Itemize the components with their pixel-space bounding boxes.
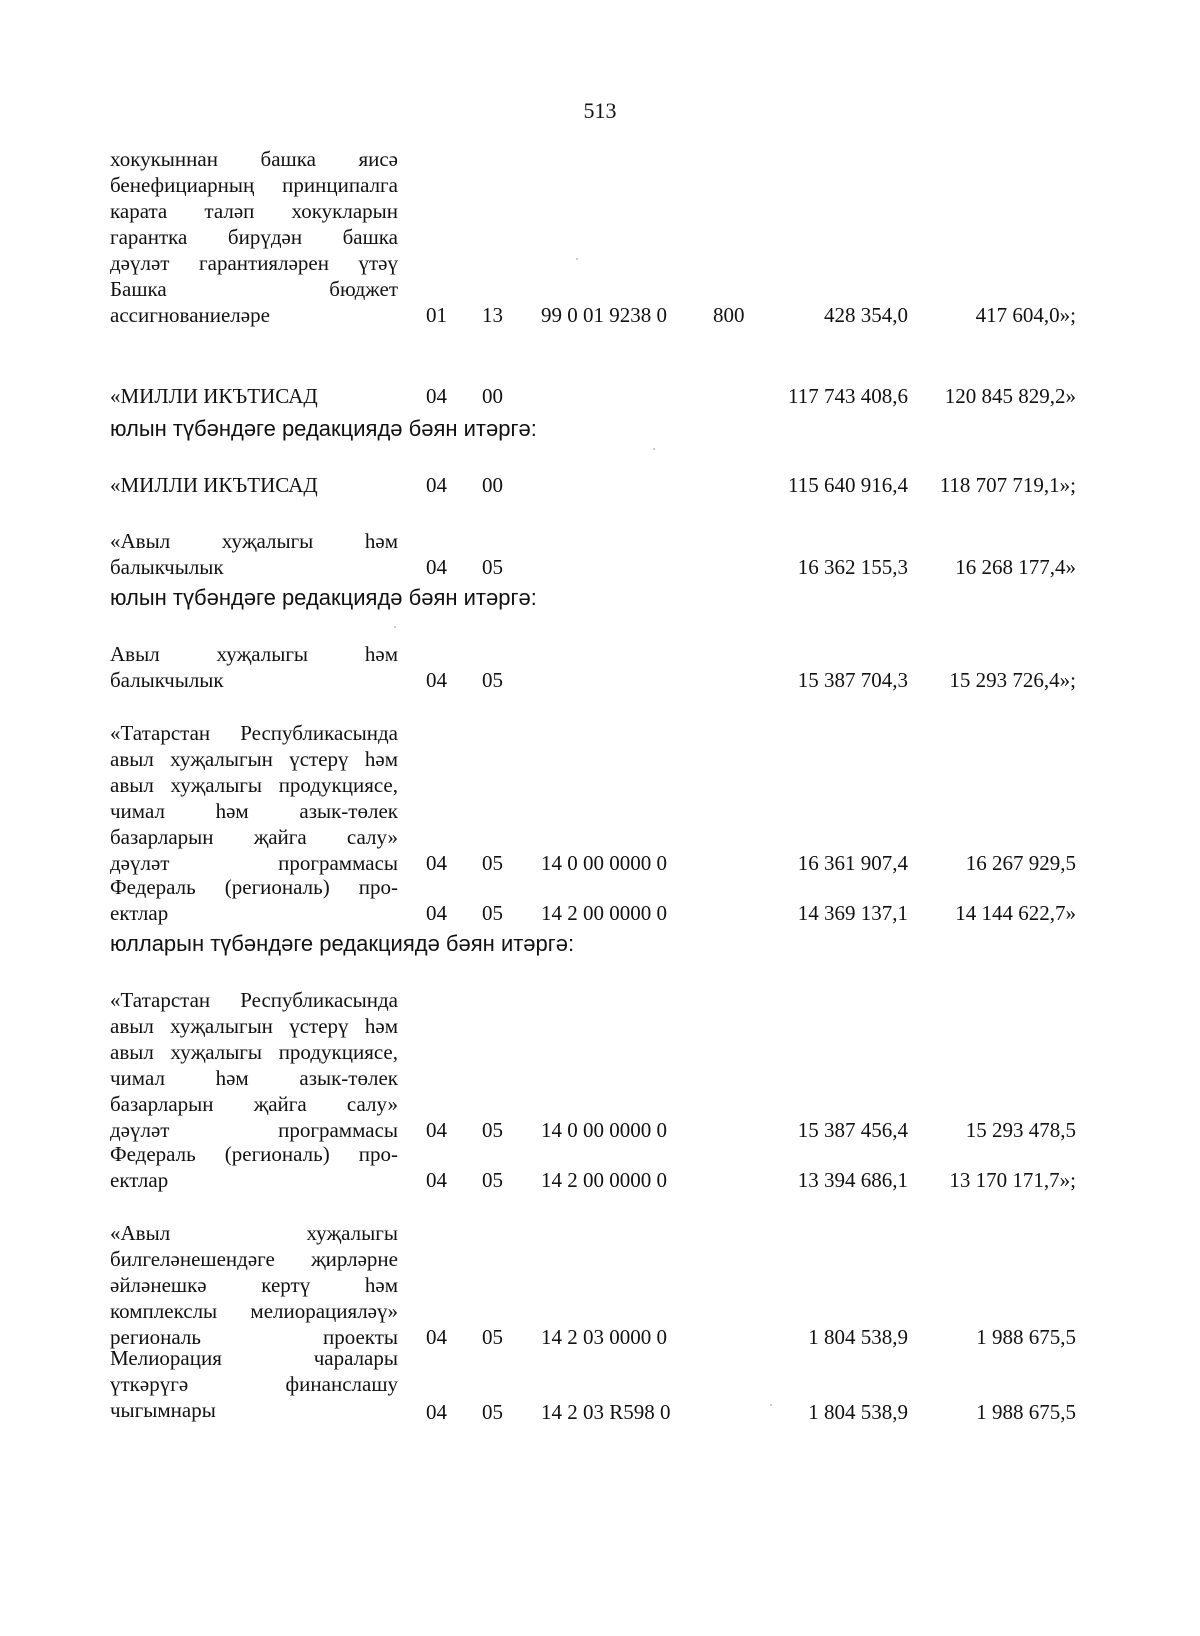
instruction-text: юлын түбәндәге редакциядә бәян итәргә: bbox=[110, 585, 537, 610]
subsection-code: 13 bbox=[482, 303, 503, 327]
amount-year2: 417 604,0»; bbox=[975, 303, 1076, 327]
amount-year1: 117 743 408,6 bbox=[788, 384, 908, 408]
section-code: 04 bbox=[426, 901, 447, 925]
amount-year1: 428 354,0 bbox=[824, 303, 908, 327]
section-code: 04 bbox=[426, 384, 447, 408]
amount-year2: 1 988 675,5 bbox=[976, 1400, 1076, 1424]
subsection-code: 05 bbox=[482, 1400, 503, 1424]
scan-speck bbox=[653, 448, 655, 450]
target-article-code: 99 0 01 9238 0 bbox=[541, 303, 667, 327]
subsection-code: 05 bbox=[482, 1325, 503, 1349]
row-label: Федераль (региональ) про- ектлар bbox=[110, 1142, 398, 1192]
amount-year2: 14 144 622,7» bbox=[955, 901, 1076, 925]
amount-year2: 15 293 478,5 bbox=[965, 1118, 1076, 1142]
scan-speck bbox=[394, 626, 396, 628]
amount-year1: 13 394 686,1 bbox=[797, 1168, 908, 1192]
target-article-code: 14 2 00 0000 0 bbox=[541, 1168, 667, 1192]
row-label: Башка бюджет ассигнованиеләре bbox=[110, 277, 398, 327]
amount-year2: 118 707 719,1»; bbox=[939, 473, 1076, 497]
section-code: 01 bbox=[426, 303, 447, 327]
row-label: «Авыл хуҗалыгы билгеләнешендәге җирләрне әйләнешкә кертү һәм комплекслы мелиорацияләү» региональ проекты bbox=[110, 1221, 398, 1349]
row-label: хокукыннан башка яисә бенефициарның принципалга карата таләп хокукларын гарантка бирүдән башка дәүләт гарантияләрен үтәү bbox=[110, 147, 398, 275]
section-code: 04 bbox=[426, 1325, 447, 1349]
row-label: «Татарстан Республикасында авыл хуҗалыгын үстерү һәм авыл хуҗалыгы продукциясе, чимал һәм азык-төлек базарларын җайга салу» дәүләт программасы bbox=[110, 721, 398, 875]
row-label: Федераль (региональ) про- ектлар bbox=[110, 875, 398, 925]
amount-year1: 16 362 155,3 bbox=[797, 555, 908, 579]
target-article-code: 14 2 03 0000 0 bbox=[541, 1325, 667, 1349]
section-code: 04 bbox=[426, 1168, 447, 1192]
amount-year2: 16 268 177,4» bbox=[955, 555, 1076, 579]
amount-year1: 1 804 538,9 bbox=[808, 1325, 908, 1349]
amount-year1: 15 387 456,4 bbox=[797, 1118, 908, 1142]
instruction-text: юлларын түбәндәге редакциядә бәян итәргә: bbox=[110, 931, 575, 956]
scan-speck bbox=[576, 258, 578, 260]
row-label: «Татарстан Республикасында авыл хуҗалыгын үстерү һәм авыл хуҗалыгы продукциясе, чимал һәм азык-төлек базарларын җайга салу» дәүләт программасы bbox=[110, 988, 398, 1142]
instruction-text: юлын түбәндәге редакциядә бәян итәргә: bbox=[110, 416, 537, 441]
section-code: 04 bbox=[426, 668, 447, 692]
row-label: «МИЛЛИ ИКЪТИСАД bbox=[110, 473, 318, 497]
subsection-code: 00 bbox=[482, 384, 503, 408]
amount-year1: 15 387 704,3 bbox=[797, 668, 908, 692]
subsection-code: 05 bbox=[482, 1118, 503, 1142]
target-article-code: 14 2 03 R598 0 bbox=[541, 1400, 671, 1424]
amount-year2: 15 293 726,4»; bbox=[949, 668, 1076, 692]
target-article-code: 14 0 00 0000 0 bbox=[541, 1118, 667, 1142]
section-code: 04 bbox=[426, 1118, 447, 1142]
subsection-code: 05 bbox=[482, 901, 503, 925]
row-label: Авыл хуҗалыгы һәм балыкчылык bbox=[110, 642, 398, 692]
amount-year2: 1 988 675,5 bbox=[976, 1325, 1076, 1349]
amount-year2: 13 170 171,7»; bbox=[949, 1168, 1076, 1192]
scan-speck bbox=[770, 1404, 772, 1406]
amount-year1: 1 804 538,9 bbox=[808, 1400, 908, 1424]
section-code: 04 bbox=[426, 851, 447, 875]
amount-year2: 16 267 929,5 bbox=[965, 851, 1076, 875]
section-code: 04 bbox=[426, 555, 447, 579]
amount-year1: 14 369 137,1 bbox=[797, 901, 908, 925]
section-code: 04 bbox=[426, 1400, 447, 1424]
target-article-code: 14 2 00 0000 0 bbox=[541, 901, 667, 925]
subsection-code: 00 bbox=[482, 473, 503, 497]
row-label: Мелиорация чаралары үткәрүгә финанслашу чыгымнары bbox=[110, 1346, 398, 1422]
target-article-code: 14 0 00 0000 0 bbox=[541, 851, 667, 875]
row-label: «Авыл хуҗалыгы һәм балыкчылык bbox=[110, 529, 398, 579]
subsection-code: 05 bbox=[482, 1168, 503, 1192]
section-code: 04 bbox=[426, 473, 447, 497]
amount-year2: 120 845 829,2» bbox=[944, 384, 1076, 408]
row-label: «МИЛЛИ ИКЪТИСАД bbox=[110, 384, 318, 408]
subsection-code: 05 bbox=[482, 851, 503, 875]
amount-year1: 16 361 907,4 bbox=[797, 851, 908, 875]
amount-year1: 115 640 916,4 bbox=[788, 473, 908, 497]
page-number: 513 bbox=[583, 98, 617, 123]
subsection-code: 05 bbox=[482, 555, 503, 579]
expense-type-code: 800 bbox=[713, 303, 745, 327]
subsection-code: 05 bbox=[482, 668, 503, 692]
